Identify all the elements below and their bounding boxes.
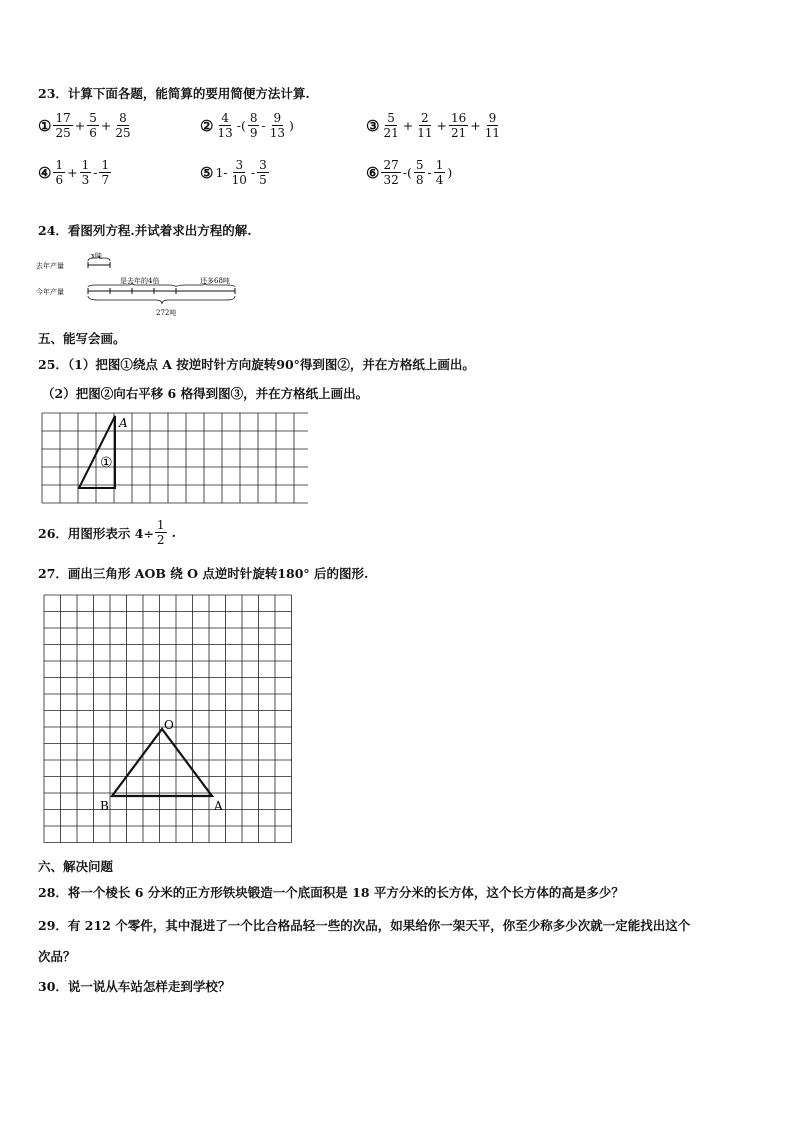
- operator: -: [250, 165, 256, 180]
- operator: -(: [402, 165, 412, 180]
- fraction-numerator: 9: [488, 111, 497, 125]
- fraction-denominator: 13: [217, 126, 233, 140]
- q23-expression: [38, 158, 112, 187]
- q26-denominator: 2: [156, 533, 165, 547]
- point-a-label: A: [214, 799, 223, 813]
- fraction: [449, 111, 468, 140]
- fraction: [215, 111, 234, 140]
- figure-1-label: ①: [100, 455, 113, 471]
- operator: -(: [236, 118, 246, 133]
- operator: +: [402, 118, 414, 133]
- q25-line1: 25．（1）把图①绕点 A 按逆时针方向旋转90°得到图②，并在方格纸上画出。: [38, 357, 475, 372]
- point-a-label: A: [119, 416, 128, 430]
- times-label: 是去年的4倍: [120, 277, 160, 285]
- q24-line-diagram: [36, 248, 246, 320]
- fraction-numerator: 9: [273, 111, 282, 125]
- last-year-label: 去年产量: [36, 262, 64, 270]
- fraction-numerator: 3: [235, 158, 244, 172]
- q26: [38, 518, 176, 547]
- fraction-denominator: 6: [55, 173, 64, 187]
- point-b-label: B: [100, 799, 109, 813]
- fraction-denominator: 21: [383, 126, 399, 140]
- point-o-label: O: [164, 718, 174, 732]
- fraction-numerator: 5: [415, 158, 424, 172]
- fraction: [230, 158, 249, 187]
- q23-item-number: ④: [38, 163, 52, 182]
- fraction: [53, 158, 65, 187]
- q23-expression: [366, 111, 503, 140]
- fraction-numerator: 27: [383, 158, 399, 172]
- more-label: 还多68吨: [200, 277, 230, 285]
- fraction-denominator: 25: [55, 126, 71, 140]
- operator: +: [74, 118, 86, 133]
- fraction-numerator: 16: [450, 111, 467, 125]
- section-6-heading: 六、解决问题: [38, 859, 114, 874]
- fraction: [381, 111, 400, 140]
- fraction-denominator: 3: [81, 173, 90, 187]
- fraction: [257, 158, 269, 187]
- fraction: [268, 111, 287, 140]
- fraction-denominator: 32: [383, 173, 399, 187]
- q28-text: 28．将一个棱长 6 分米的正方形铁块锻造一个底面积是 18 平方分米的长方体，这个长方体的高是多少？: [38, 885, 624, 900]
- q26-text: 26．用图形表示 4÷: [38, 525, 154, 541]
- fraction: [87, 111, 99, 140]
- fraction-numerator: 17: [55, 111, 71, 125]
- q23-item-number: ③: [366, 116, 380, 135]
- fraction-numerator: 8: [119, 111, 127, 125]
- operator: ): [289, 118, 294, 133]
- fraction: [248, 111, 260, 140]
- q27-title: 27．画出三角形 AOB 绕 O 点逆时针旋转180° 后的图形.: [38, 566, 369, 581]
- operator: -: [427, 165, 432, 180]
- fraction: [80, 158, 92, 187]
- operator: +: [67, 165, 78, 180]
- operator: ): [447, 165, 453, 180]
- fraction-numerator: 1: [101, 158, 110, 172]
- fraction-denominator: 25: [115, 126, 131, 140]
- fraction-numerator: 5: [89, 111, 97, 125]
- q23-expression: [200, 111, 295, 140]
- fraction-numerator: 1: [435, 158, 444, 172]
- fraction: [414, 158, 426, 187]
- q23-title: 23．计算下面各题，能简算的要用简便方法计算.: [38, 86, 310, 101]
- fraction: [483, 111, 502, 140]
- operator: -: [261, 118, 266, 133]
- fraction: [381, 158, 400, 187]
- fraction-numerator: 5: [387, 111, 395, 125]
- fraction-numerator: 1: [81, 158, 90, 172]
- operator: -: [93, 165, 98, 180]
- q23-item-number: ②: [200, 116, 214, 135]
- fraction-numerator: 1: [55, 158, 64, 172]
- this-year-label: 今年产量: [36, 288, 64, 296]
- q26-fraction: [155, 518, 167, 547]
- fraction-denominator: 9: [249, 126, 258, 140]
- q26-numerator: 1: [156, 518, 165, 532]
- q30-text: 30．说一说从车站怎样走到学校？: [38, 979, 231, 994]
- q24-title: 24．看图列方程.并试着求出方程的解.: [38, 223, 252, 238]
- operator: +: [470, 118, 481, 133]
- q23-item-number: ⑥: [366, 163, 380, 182]
- total-label: 272吨: [156, 309, 177, 317]
- operator: +: [100, 118, 112, 133]
- q23-expression: [38, 111, 134, 140]
- fraction-numerator: 2: [421, 111, 429, 125]
- fraction-numerator: 8: [249, 111, 258, 125]
- fraction-numerator: 4: [221, 111, 229, 125]
- fraction-denominator: 5: [259, 173, 267, 187]
- q23-item-number: ⑤: [200, 163, 214, 182]
- fraction-denominator: 6: [89, 126, 97, 140]
- fraction: [99, 158, 111, 187]
- q27-grid: [42, 593, 298, 847]
- x-label: x吨: [91, 252, 102, 260]
- fraction-denominator: 13: [269, 126, 285, 140]
- operator: +: [436, 118, 447, 133]
- fraction: [113, 111, 132, 140]
- q26-tail: .: [171, 525, 176, 540]
- q29-line2: 次品？: [38, 949, 76, 964]
- fraction-denominator: 21: [450, 126, 467, 140]
- q23-expression: [200, 158, 270, 187]
- q29-line1: 29．有 212 个零件，其中混进了一个比合格品轻一些的次品，如果给你一架天平，你至少称多少次就一定能找出这个: [38, 918, 691, 933]
- fraction-denominator: 8: [415, 173, 424, 187]
- fraction-denominator: 7: [101, 173, 110, 187]
- section-5-heading: 五、能写会画。: [38, 331, 126, 346]
- q25-line2: （2）把图②向右平移 6 格得到图③，并在方格纸上画出。: [42, 386, 369, 401]
- fraction: [434, 158, 446, 187]
- fraction: [53, 111, 72, 140]
- q25-grid: [40, 411, 308, 511]
- operator: 1-: [215, 165, 228, 180]
- fraction-denominator: 11: [484, 126, 501, 140]
- q23-expression: [366, 158, 453, 187]
- fraction-denominator: 11: [417, 126, 433, 140]
- fraction-denominator: 10: [231, 173, 247, 187]
- fraction-numerator: 3: [259, 158, 267, 172]
- fraction: [415, 111, 434, 140]
- fraction-denominator: 4: [435, 173, 444, 187]
- q23-item-number: ①: [38, 116, 52, 135]
